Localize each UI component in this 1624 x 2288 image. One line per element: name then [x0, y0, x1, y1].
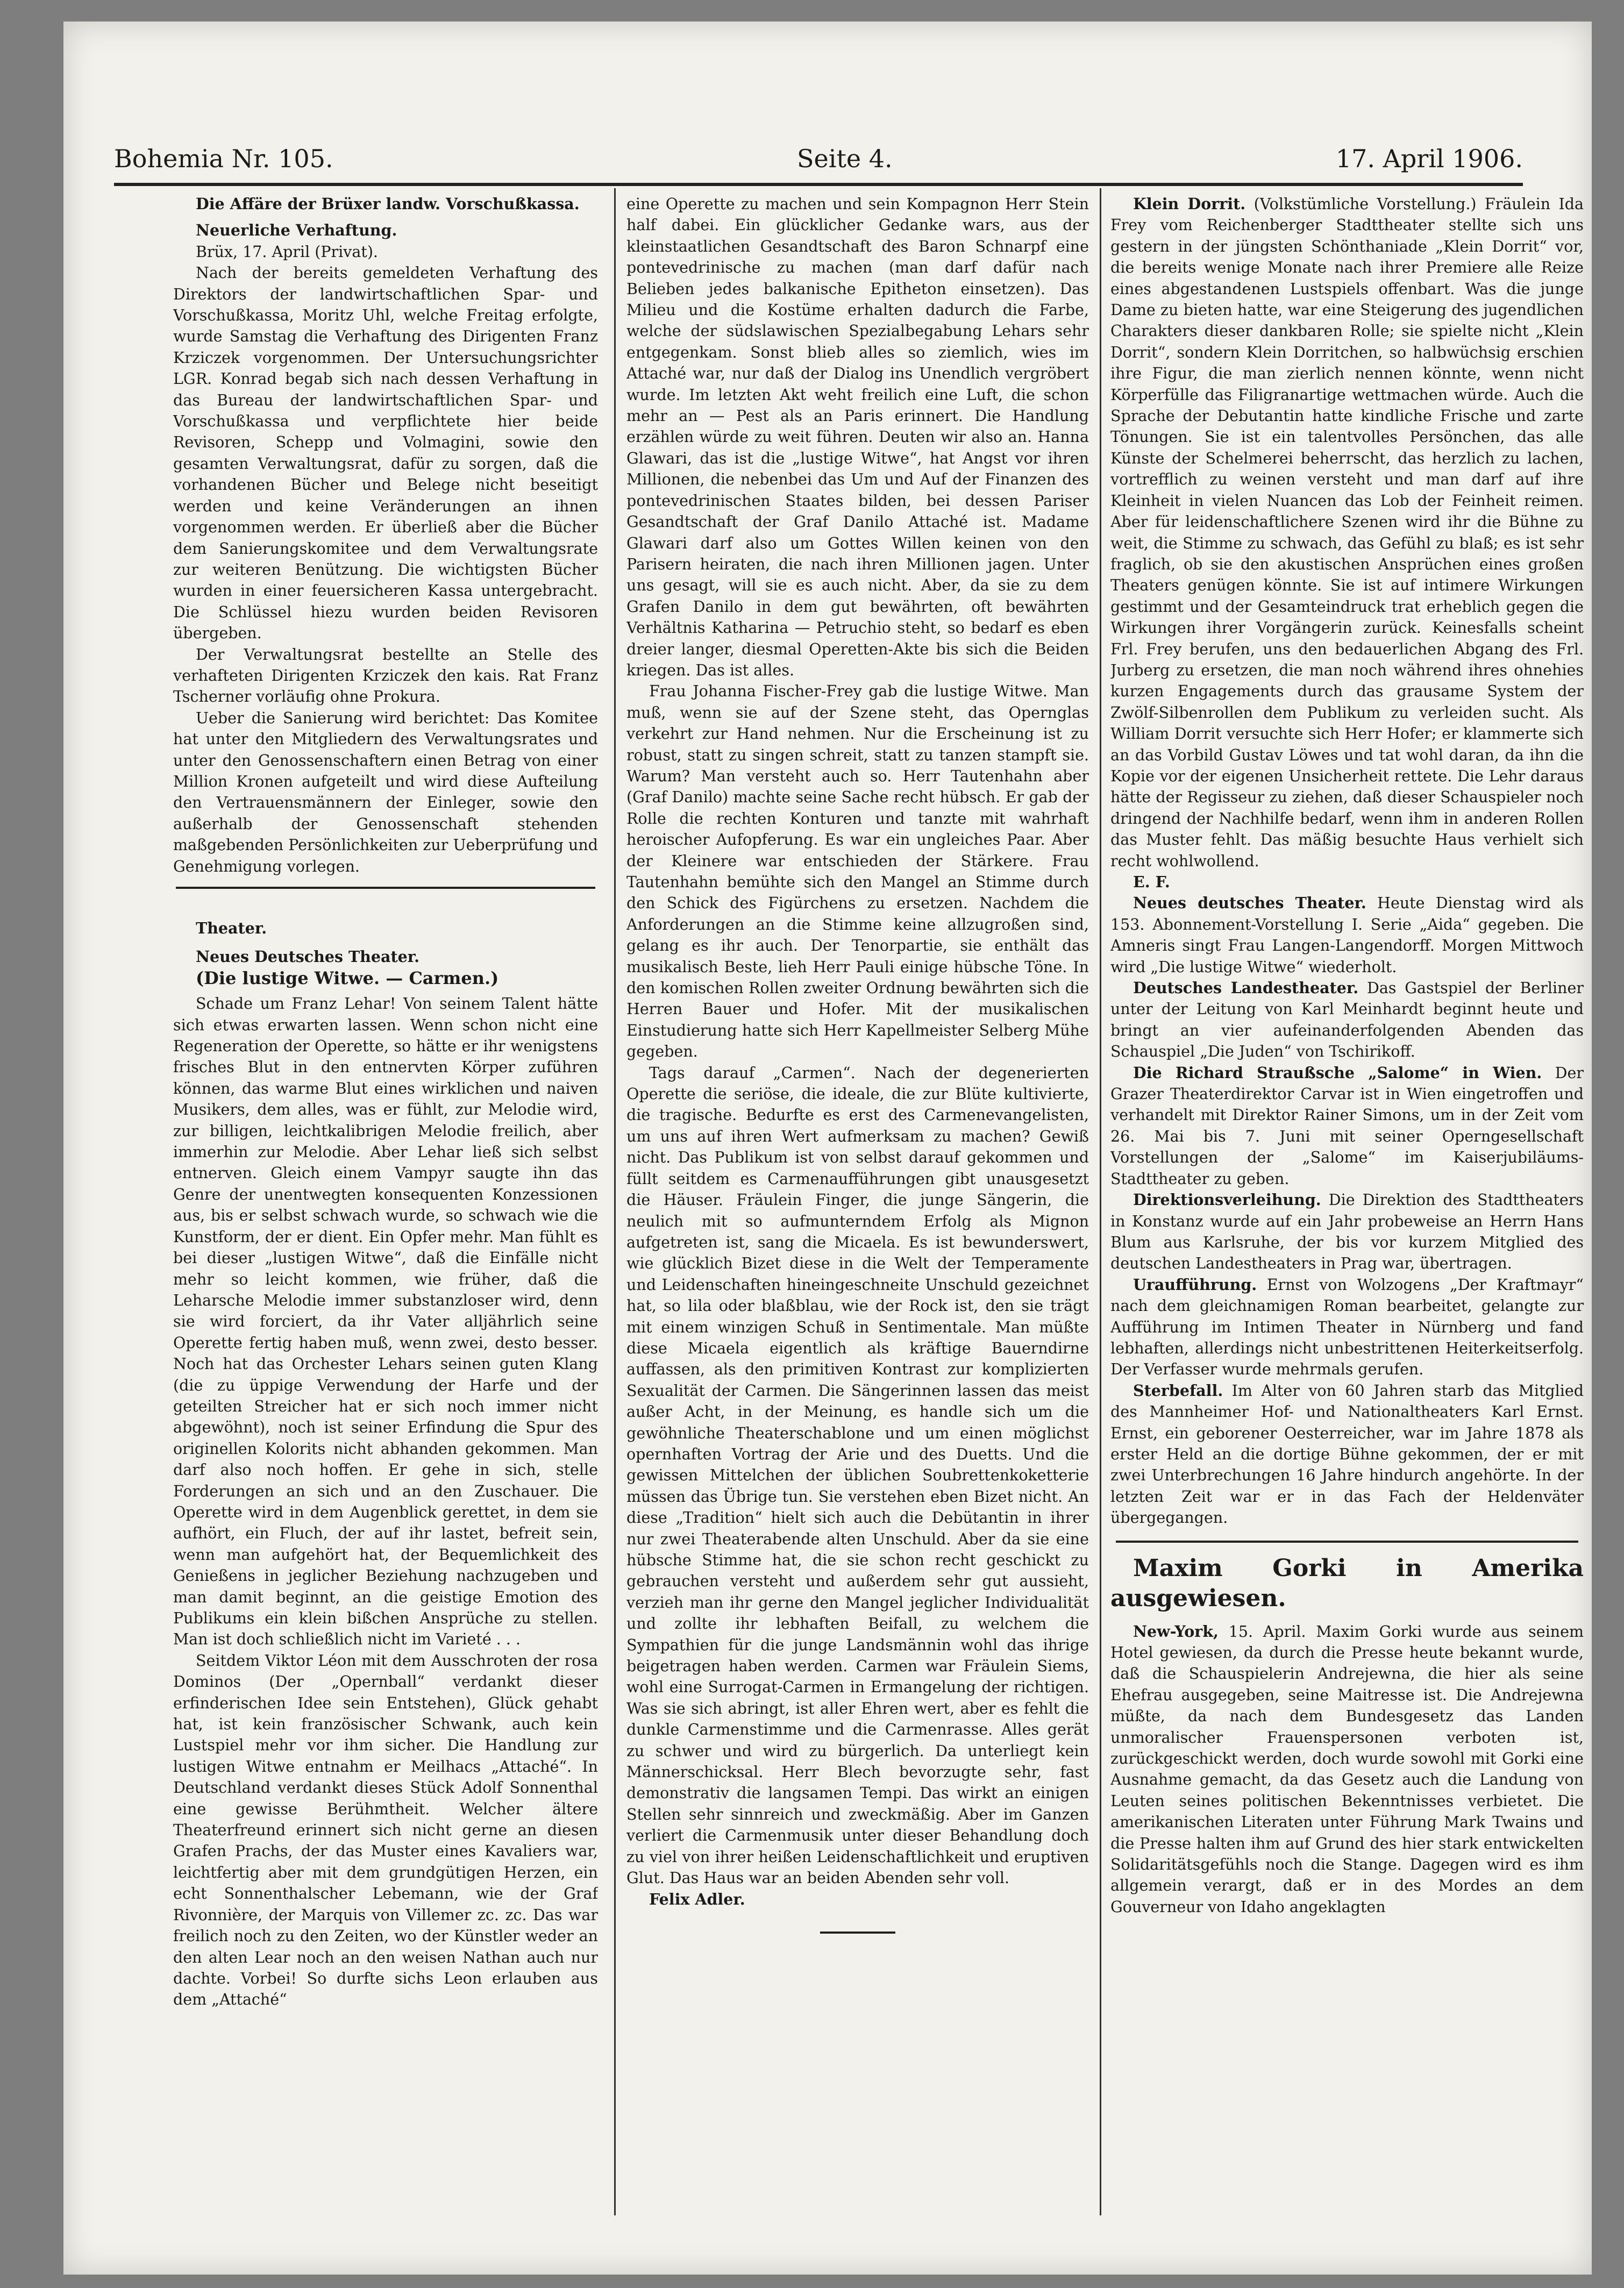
notice-landestheater: [1110, 978, 1584, 1063]
header-rule: [114, 183, 1523, 186]
notice-title: Direktionsverleihung.: [1133, 1191, 1321, 1209]
notice-title: Neues deutsches Theater.: [1133, 894, 1366, 913]
notice-signature: E. F.: [1133, 873, 1170, 891]
issue-date: 17. April 1906.: [1335, 144, 1523, 173]
article-paragraph: Frau Johanna Fischer-Frey gab die lustige Witwe. Man muß, wenn sie auf der Szene steht, das Opernglas verkehrt zur Hand nehmen. Nur die Erscheinung ist zu robust, statt zu singen schreit, statt zu tanzen stampft sie. Warum? Man versteht auch so. Herr Tautenhahn aber (Graf Danilo) machte seine Sache recht hübsch. Er gab der Rolle die rechten Konturen und tanzte mit wahrhaft heroischer Aufopferung. Es war ein ungleiches Paar. Aber der Kleinere war entschieden der Stärkere. Frau Tautenhahn bemühte sich den Mangel an Stimme durch den Schick des Figürchens zu ersetzen. Nachdem die Anforderungen an die Stimme keine allzugroßen sind, gelang es ihr auch. Der Tenorpartie, sie enthält das musikalisch Beste, lieh Herr Pauli einige hübsche Töne. In den komischen Rollen zweiter Ordnung bewährten sich die Herren Bauer und Hofer. Mit der musikalischen Einstudierung hatte sich Herr Kapellmeister Selberg Mühe gegeben.: [626, 682, 1089, 1061]
article-paragraph: Nach der bereits gemeldeten Verhaftung des Direktors der landwirtschaftlichen Spar- und Vorschußkassa, Moritz Uhl, welche Freitag erfolgte, wurde Samstag die Verhaftung des Dirigenten Franz Krziczek vorgenommen. Der Untersuchungsrichter LGR. Konrad begab sich nach dessen Verhaftung in das Bureau der landwirtschaftlichen Spar- und Vorschußkassa und verpflichtete hier beide Revisoren, Schepp und Volmagini, sowie den gesamten Verwaltungsrat, dafür zu sorgen, daß die vorhandenen Bücher und Belege nicht beseitigt werden und keine Veränderungen an ihnen vorgenommen werden. Er überließ aber die Bücher dem Sanierungskomitee und dem Verwaltungsrate zur weiteren Benützung. Die wichtigsten Bücher wurden in einer feuersicheren Kassa untergebracht. Die Schlüssel hiezu wurden beiden Revisoren übergeben.: [173, 264, 598, 643]
article-subhead-verhaftung: Neuerliche Verhaftung.: [196, 221, 397, 240]
notice-body: Das Gastspiel der Berliner unter der Leitung von Karl Meinhardt beginnt heute und bringt an vier aufeinanderfolgenden Abenden das Schauspiel „Die Juden“ von Tschirikoff.: [1110, 979, 1584, 1061]
notice-direktion: [1110, 1189, 1584, 1274]
notice-sterbefall: [1110, 1380, 1584, 1529]
article-paragraph: Seitdem Viktor Léon mit dem Ausschroten der rosa Dominos (Der „Opernball“ verdankt dieser erfinderischen Idee sein Entstehen), Glück gehabt hat, ist kein französischer Schwank, auch kein Lustspiel mehr vor ihm sicher. Die Handlung zur lustigen Witwe entnahm er Meilhacs „Attaché“. In Deutschland verdankt dieses Stück Adolf Sonnenthal eine gewisse Berühmtheit. Welcher ältere Theaterfreund erinnert sich nicht gerne an diesen Grafen Prachs, der das Muster eines Kavaliers war, leichtfertig aber mit dem grundgütigen Herzen, ein echt Sonnenthalscher Lebemann, wie der Graf Rivonnière, der Marquis von Villemer zc. zc. Das war freilich noch zu den Zeiten, wo der Künstler weder an den alten Lear noch an den weisen Nathan auch nur dachte. Vorbei! So durfte sichs Leon erlauben aus dem „Attaché“: [173, 1651, 598, 2009]
review-signature: Felix Adler.: [649, 1890, 745, 1908]
page-number: Seite 4.: [797, 144, 893, 173]
notice-body: Ernst von Wolzogens „Der Kraftmayr“ nach dem gleichnamigen Roman bearbeitet, gelangte zur Aufführung im Intimen Theater in Nürnberg und fand lebhaften, allerdings nicht unbestrittenen Heiterkeitserfolg. Der Verfasser wurde mehrmals gerufen.: [1110, 1275, 1584, 1379]
article-dateline: Brüx, 17. April (Privat).: [196, 243, 378, 261]
article-body: 15. April. Maxim Gorki wurde aus seinem Hotel gewiesen, da durch die Presse heute bekannt wurde, daß die Schauspielerin Andrejewna, die hier als seine Ehefrau ausgegeben, seine Maitresse ist. Die Andrejewna müßte, da nach dem Bundesgesetz das Landen unmoralischer Frauenspersonen verboten ist, zurückgeschickt werden, doch wurde sowohl mit Gorki eine Ausnahme gemacht, da das Gesetz auch die Landung von Leuten seines politischen Bekenntnisses verbietet. Die amerikanischen Literaten unter Führung Mark Twains und die Presse halten ihm auf Grund des hier stark entwickelten Solidaritätsgefühls noch die Stange. Dagegen wird es ihm allgemein verargt, daß er in des Mordes an dem Gouverneur von Idaho angeklagten: [1110, 1622, 1584, 1916]
section-title-theater: Theater.: [196, 919, 267, 937]
notice-body: Im Alter von 60 Jahren starb das Mitglied des Mannheimer Hof- und Nationaltheaters Karl Ernst. Ernst, ein geborener Oesterreicher, war im Jahre 1878 als erster Held an die dortige Bühne gekommen, der er mit zwei Unterbrechungen 16 Jahre hindurch angehörte. In der letzten Zeit war er in das Fach der Heldenväter übergegangen.: [1110, 1381, 1584, 1527]
article-paragraph: Der Verwaltungsrat bestellte an Stelle des verhafteten Dirigenten Krziczek den kais. Rat Franz Tscherner vorläufig ohne Prokura.: [173, 645, 598, 706]
notice-salome: [1110, 1063, 1584, 1189]
article-headline-gorki: Maxim Gorki in Amerika ausgewiesen.: [1110, 1554, 1584, 1612]
section-rule: [176, 887, 595, 889]
notice-title: Deutsches Landestheater.: [1133, 979, 1359, 997]
end-rule: [820, 1931, 895, 1934]
notice-title: Uraufführung.: [1133, 1275, 1257, 1294]
column-1: [173, 194, 598, 2199]
notice-title: Sterbefall.: [1133, 1381, 1223, 1400]
column-2: [626, 194, 1089, 2199]
theater-review-head: Neues Deutsches Theater.: [196, 947, 420, 966]
notice-body: Die Direktion des Stadttheaters in Konstanz wurde auf ein Jahr probeweise an Herrn Hans Blum aus Karlsruhe, der bis vor kurzem Mitglied des deutschen Landestheaters in Prag war, übertragen.: [1110, 1191, 1584, 1273]
notice-title: Klein Dorrit.: [1133, 195, 1246, 213]
notice-body: Der Grazer Theaterdirektor Carvar ist in Wien eingetroffen und verhandelt mit Direktor Rainer Simons, um in der Zeit vom 26. Mai bis 7. Juni mit seiner Operngesellschaft Vorstellungen der „Salome“ im Kaiserjubiläums-Stadttheater zu geben.: [1110, 1064, 1584, 1188]
notice-title: Die Richard Straußsche „Salome“ in Wien.: [1133, 1063, 1542, 1082]
article-paragraph: Schade um Franz Lehar! Von seinem Talent hätte sich etwas erwarten lassen. Wenn schon nicht eine Regeneration der Operette, so hätte er ihr wenigstens frisches Blut in den entnervten Körper zuführen können, das warme Blut eines wirklichen und naiven Musikers, dem alles, was er fühlt, zur Melodie wird, zur billigen, leichtkalibrigen Melodie freilich, aber immerhin zur Melodie. Aber Lehar ließ sich selbst entnerven. Gleich einem Vampyr saugte ihn das Genre der unentwegten konsequenten Konzessionen aus, bis er selbst schwach wurde, so schwach wie die Kunstform, der er dient. Ein Opfer mehr. Man fühlt es bei dieser „lustigen Witwe“, daß die Einfälle nicht mehr so leicht kommen, wie früher, daß die Leharsche Melodie immer substanzloser wird, denn sie wird forciert, da ihr Vater alljährlich seine Operette fertig haben muß, wenn zwei, desto besser. Noch hat das Orchester Lehars seinen guten Klang (die zu üppige Verwendung der Harfe und der geteilten Streicher hat er sich noch immer nicht abgewöhnt), noch ist seiner Erfindung die Spur des originellen Kolorits nicht abhanden gekommen. Man darf also noch hoffen. Er gehe in sich, stelle Forderungen an sich und an den Zuschauer. Die Operette wird in dem Augenblick gerettet, in dem sie aufhört, ein Fluch, der auf ihr lastet, befreit sein, wenn man aufgehört hat, der Bequemlichkeit des Genießens in jeglicher Beziehung nachzugeben und man damit beginnt, an die geistige Emotion des Publikums ein klein bißchen Ansprüche zu stellen. Man ist doch schließlich nicht im Varieté . . .: [173, 995, 598, 1649]
notice-body: (Volkstümliche Vorstellung.) Fräulein Ida Frey vom Reichenberger Stadttheater stellte sich uns gestern in der jüngsten Schönthaniade „Klein Dorrit“ vor, die bereits wenige Monate nach ihrer Premiere alle Reize eines abgestandenen Lustspiels offenbart. Was die junge Dame zu bieten hatte, war eine Steigerung des jugendlichen Charakters dieser dankbaren Rolle; sie spielte nicht „Klein Dorrit“, sondern Klein Dorritchen, so halbwüchsig erschien ihre Figur, die man zierlich nennen könnte, wenn nicht Körperfülle das Filigranartige wettmachen würde. Auch die Sprache der Debutantin hatte kindliche Frische und zarte Tönungen. Sie ist ein talentvolles Persönchen, das alle Künste der Schelmerei beherrscht, das herzlich zu lachen, vortrefflich zu weinen versteht und man darf auf ihre Kleinheit in vielen Nuancen das Lob der Feinheit reimen. Aber für leidenschaftlichere Szenen wird ihr die Bühne zu weit, die Stimme zu schwach, das Gefühl zu blaß; es ist sehr fraglich, ob sie den akustischen Ansprüchen eines großen Theaters genügen könnte. Sie ist auf intimere Wirkungen gestimmt und der Gesamteindruck trat erheblich gegen die Wirkungen ihrer Vorgängerin zurück. Keinesfalls scheint Frl. Frey berufen, uns den bedauerlichen Abgang des Frl. Jurberg zu ersetzen, die man noch während ihres ohnehies kurzen Engagements durch das grausame System der Zwölf-Silbenrollen dem Publikum zu verleiden sucht. Als William Dorrit versuchte sich Herr Hofer; er klammerte sich an das Vorbild Gustav Löwes und tat wohl daran, da ihn die Kopie vor der eigenen Unsicherheit rettete. Die Lehr daraus hätte der Regisseur zu ziehen, daß dieser Schauspieler noch dringend der Nachhilfe bedarf, wenn ihm in anderen Rollen das Muster fehlt. Das mäßig besuchte Haus verhielt sich recht wohlwollend.: [1110, 195, 1584, 870]
article-paragraph: Tags darauf „Carmen“. Nach der degenerierten Operette die seriöse, die ideale, die zur Blüte kultivierte, die tragische. Bedurfte es erst des Carmenevangelisten, um uns auf ihren Wert aufmerksam zu machen? Gewiß nicht. Das Publikum ist von selbst darauf gekommen und füllt seitdem es Carmenaufführungen gibt unausgesetzt die Häuser. Fräulein Finger, die junge Sängerin, die neulich mit so aufmunterndem Erfolg als Mignon aufgetreten ist, sang die Micaela. Es ist bewunderswert, wie glücklich Bizet diese in die Welt der Temperamente und Leidenschaften hineingeschneite Unschuld gezeichnet hat, so lila oder blaßblau, wie der Rock ist, den sie trägt mit einem winzigen Schuß in Sentimentale. Man müßte diese Micaela eigentlich als kräftige Bauerndirne auffassen, als den primitiven Kontrast zur komplizierten Sexualität der Carmen. Die Sängerinnen lassen das meist außer Acht, in der Meinung, es handle sich um die gewöhnliche Theaterschablone und um einen möglichst opernhaften Vortrag der Arie und des Duetts. Und die gewissen Mittelchen der üblichen Soubrettenkoketterie müssen das Übrige tun. Sie verstehen eben Bizet nicht. An diese „Tradition“ hielt sich auch die Debütantin in ihrer nur zwei Theaterabende alten Unschuld. Aber da sie eine hübsche Stimme hat, die sie schon recht geschickt zu gebrauchen versteht und außerdem sehr gut aussieht, verzieh man ihr gerne den Mangel jeglicher Individualität und zollte ihr lebhaften Beifall, zu welchem die Sympathien für die junge Landsmännin wohl das ihrige beigetragen haben werden. Carmen war Fräulein Siems, wohl eine Surrogat-Carmen in Ermangelung der richtigen. Was sie sich abringt, ist aller Ehren wert, aber es fehlt die dunkle Carmenstimme und die Carmenrasse. Alles gerät zu schwer und wird zu bürgerlich. Da unterliegt kein Männerschicksal. Herr Blech bevorzugte sehr, fast demonstrativ die langsamen Tempi. Das wirkt an einigen Stellen sehr sinnreich und zweckmäßig. Aber im Ganzen verliert die Carmenmusik unter dieser Behandlung doch zu viel von ihrer heißen Leidenschaftlichkeit und eruptiven Glut. Das Haus war an beiden Abenden sehr voll.: [626, 1064, 1089, 1887]
notice-klein-dorrit: [1110, 194, 1584, 872]
column-divider-1: [614, 188, 616, 2215]
article-paragraph: Ueber die Sanierung wird berichtet: Das Komitee hat unter den Mitgliedern des Verwaltungsrates und unter den Genossenschaftern einen Betrag von einer Million Kronen aufgeteilt und wird diese Aufteilung den Vertrauensmännern der Einleger, sowie den außerhalb der Genossenschaft stehenden maßgebenden Persönlichkeiten zur Ueberprüfung und Genehmigung vorlegen.: [173, 709, 598, 875]
section-rule: [1116, 1541, 1578, 1543]
column-divider-2: [1100, 188, 1101, 2215]
column-3: [1110, 194, 1584, 2199]
page-header: [114, 144, 1523, 187]
notice-neues-theater: [1110, 893, 1584, 978]
article-headline-brux: Die Affäre der Brüxer landw. Vorschußkassa.: [196, 195, 580, 213]
article-paragraph: [1110, 1621, 1584, 1918]
article-place: New-York,: [1133, 1622, 1219, 1641]
article-paragraph: eine Operette zu machen und sein Kompagnon Herr Stein half dabei. Ein glücklicher Gedanke wars, aus der kleinstaatlichen Gesandtschaft des Baron Schnarpf eine pontevedrinische zu machen (man darf dafür nach Belieben jedes balkanische Epitheton einsetzen). Das Milieu und die Kostüme erhalten dadurch die Farbe, welche der südslawischen Spezialbegabung Lehars sehr entgegenkam. Sonst blieb alles so ziemlich, wies im Attaché war, nur daß der Dialog ins Unendlich vergröbert wurde. Im letzten Akt weht freilich eine Luft, die schon mehr an — Pest als an Paris erinnert. Die Handlung erzählen würde zu weit führen. Deuten wir also an. Hanna Glawari, das ist die „lustige Witwe“, hat Angst vor ihren Millionen, die nebenbei das Um und Auf der Finanzen des pontevedrinischen Staates bilden, bei dessen Pariser Gesandtschaft der Graf Danilo Attaché ist. Madame Glawari darf also um Gottes Willen keinen von den Parisern heiraten, die nach ihren Millionen jagen. Unter uns gesagt, will sie es auch nicht. Aber, da sie zu dem Grafen Danilo in dem gut bewährten, oft bewährten Verhältnis Katharina — Petruchio steht, so bedarf es eben dreier langer, diesmal Operetten-Akte bis sich die Beiden kriegen. Das ist alles.: [626, 195, 1089, 679]
notice-urauffuehrung: [1110, 1274, 1584, 1380]
masthead-issue: Bohemia Nr. 105.: [114, 144, 333, 173]
theater-review-sub: (Die lustige Witwe. — Carmen.): [196, 967, 499, 988]
notice-body: Heute Dienstag wird als 153. Abonnement-Vorstellung I. Serie „Aida“ gegeben. Die Amneris singt Frau Langen-Langendorff. Morgen Mittwoch wird „Die lustige Witwe“ wiederholt.: [1110, 894, 1584, 976]
